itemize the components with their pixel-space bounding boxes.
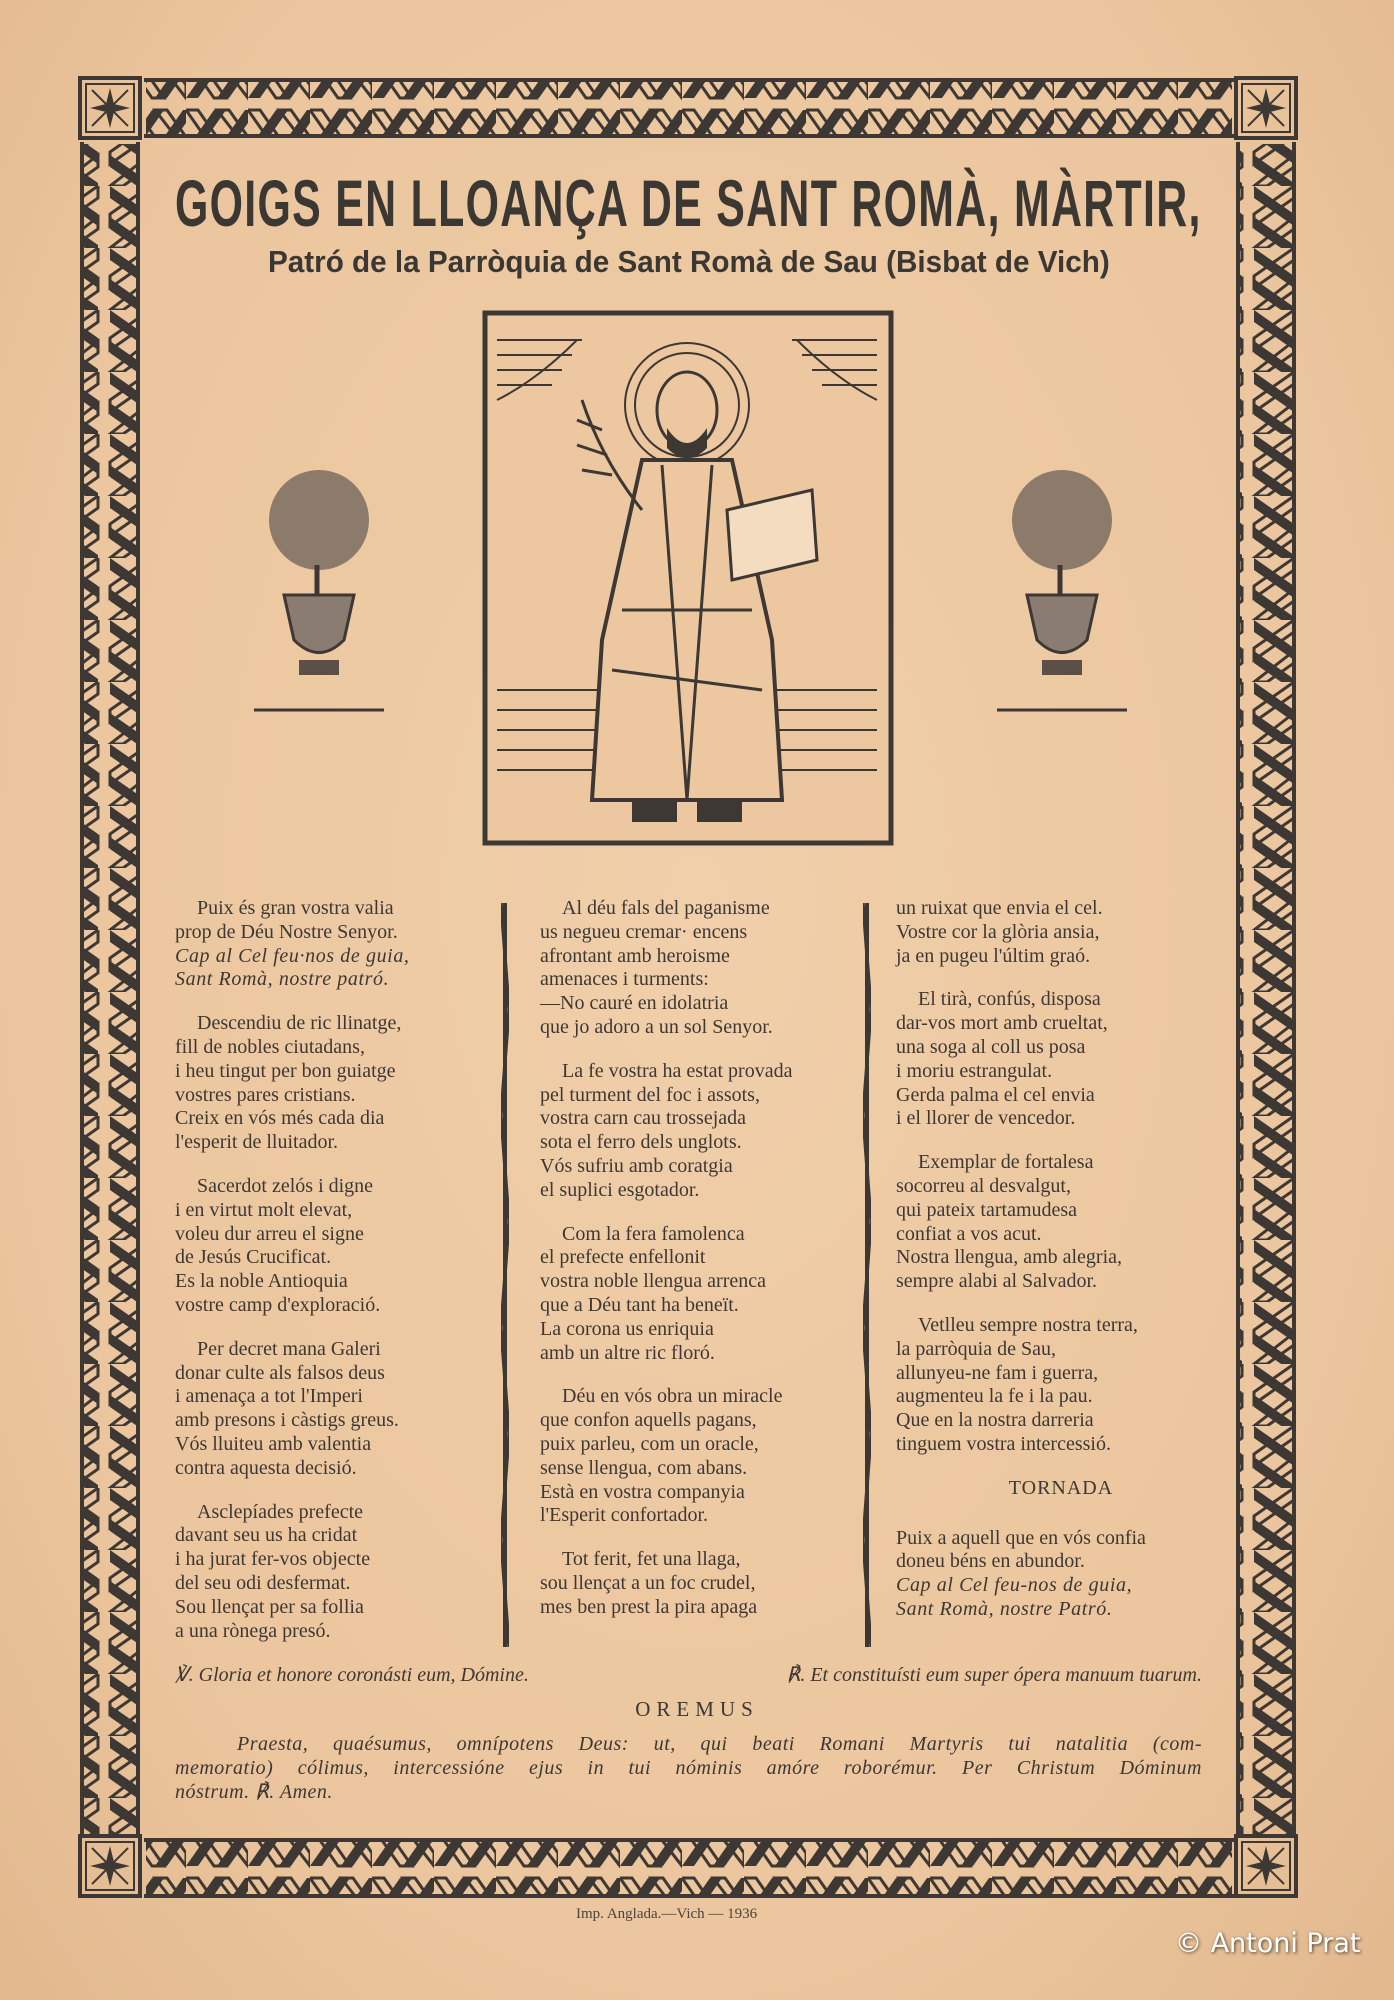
verse-line: vostres pares cristians. [175,1083,356,1106]
verse-line: que jo adoro a un sol Senyor. [540,1015,773,1038]
verse-column-2 [540,897,870,1640]
verse-line: puix parleu, com un oracle, [540,1432,759,1455]
column-divider [501,903,509,1647]
stanza [175,1175,505,1318]
prayer-line: Praesta, quaésumus, omnípotens Deus: ut, qui beati Romani Martyris tui natalitia (com- [237,1733,1202,1755]
verse-line: i amenaça a tot l'Imperi [175,1385,363,1408]
verse-line: Sou llençat per sa follia [175,1595,364,1618]
verse-line: prop de Déu Nostre Senyor. [175,920,398,943]
verse-line: Al déu fals del paganisme [562,897,770,919]
verse-line: dar-vos mort amb crueltat, [896,1012,1108,1035]
verse-line: us negueu cremar· encens [540,920,748,943]
page-subtitle: Patró de la Parròquia de Sant Romà de Sau (Bisbat de Vich) [268,244,1110,279]
stanza [175,1501,505,1644]
verse-line: Per decret mana Galeri [197,1337,381,1360]
verse-line: La corona us enriquia [540,1317,714,1340]
verse-line: a una rònega presó. [175,1619,331,1642]
verse-line: Creix en vós més cada dia [175,1107,385,1130]
stanza [896,1527,1226,1622]
verse-line: augmenteu la fe i la pau. [896,1385,1093,1408]
stanza [896,897,1226,968]
printer-imprint: Imp. Anglada.—Vich — 1936 [576,1906,758,1922]
stanza [896,988,1226,1131]
saint-roma-woodcut [482,310,894,846]
verse-line: l'esperit de lluitador. [175,1131,339,1154]
verse-line: doneu béns en abundor. [896,1550,1085,1573]
verse-line: la parròquia de Sau, [896,1337,1056,1360]
oremus-heading: OREMUS [635,1697,759,1721]
verse-line: socorreu al desvalgut, [896,1174,1071,1197]
verse-line: —No cauré en idolatria [540,992,729,1015]
verse-line: Exemplar de fortalesa [918,1151,1094,1174]
verse-line: donar culte als falsos deus [175,1361,385,1384]
verse-line: Està en vostra companyia [540,1480,745,1503]
verse-line: mes ben prest la pira apaga [540,1595,758,1618]
verse-line: Sacerdot zelós i digne [197,1174,374,1197]
flower-vase-right [992,465,1132,715]
verse-line: sou llençat a un foc crudel, [540,1571,756,1594]
section-heading: TORNADA [1008,1476,1114,1499]
verse-line: que a Déu tant ha beneït. [540,1293,739,1316]
verse-line: fill de nobles ciutadans, [175,1035,365,1058]
verse-line: vostre camp d'exploració. [175,1293,381,1316]
prayer-line: nóstrum. ℟. Amen. [175,1781,333,1803]
versicle: ℣. Gloria et honore coronásti eum, Dómine. [175,1664,529,1686]
verse-line: una soga al coll us posa [896,1035,1086,1058]
refrain-line: Cap al Cel feu·nos de guia, [175,944,410,967]
stanza [540,1385,870,1528]
verse-line: confiat a vos acut. [896,1222,1042,1245]
verse-line: allunyeu-ne fam i guerra, [896,1361,1099,1384]
prayer [175,1732,1202,1804]
verse-line: Nostra llengua, amb alegria, [896,1246,1123,1269]
verse-line: de Jesús Crucificat. [175,1246,332,1269]
stanza [540,897,870,1040]
stanza [540,1060,870,1203]
verse-line: El tirà, confús, disposa [918,988,1101,1011]
verse-line: amb presons i càstigs greus. [175,1409,399,1432]
column-divider [863,903,871,1647]
verse-line: La fe vostra ha estat provada [562,1059,793,1082]
verse-line: tinguem vostra intercessió. [896,1432,1111,1455]
verse-line: Puix a aquell que en vós confia [896,1526,1146,1549]
verse-line: i ha jurat fer-vos objecte [175,1548,371,1571]
verse-line: el suplici esgotador. [540,1178,700,1201]
verse-line: Vós sufriu amb coratgia [540,1154,733,1177]
verse-line: voleu dur arreu el signe [175,1222,364,1245]
copyright-watermark: © Antoni Prat [1175,1928,1361,1959]
verse-line: vostra noble llengua arrenca [540,1270,767,1293]
stanza [540,1223,870,1366]
verse-line: que confon aquells pagans, [540,1409,757,1432]
verse-line: Descendiu de ric llinatge, [197,1012,402,1035]
stanza [896,1151,1226,1294]
verse-line: qui pateix tartamudesa [896,1198,1078,1221]
verse-line: Déu en vós obra un miracle [562,1385,783,1408]
versicle-response [175,1662,1202,1687]
verse-line: amenaces i turments: [540,968,709,991]
stanza [540,1548,870,1619]
verse-column-1 [175,897,505,1663]
verse-line: Vetlleu sempre nostra terra, [918,1313,1138,1336]
stanza [175,1338,505,1481]
verse-line: ja en pugeu l'últim graó. [896,944,1091,967]
verse-line: sense llengua, com abans. [540,1456,748,1479]
refrain-line: Sant Romà, nostre Patró. [896,1597,1113,1620]
verse-line: un ruixat que envia el cel. [896,897,1103,919]
stanza [175,1012,505,1155]
verse-line: contra aquesta decisió. [175,1456,357,1479]
verse-line: i en virtut molt elevat, [175,1198,353,1221]
verse-line: Asclepíades prefecte [197,1500,364,1523]
verse-line: l'Esperit confortador. [540,1504,708,1527]
verse-line: i heu tingut per bon guiatge [175,1059,396,1082]
stanza [896,1314,1226,1457]
verse-line: Que en la nostra darreria [896,1409,1094,1432]
verse-line: davant seu us ha cridat [175,1524,358,1547]
verse-line: vostra carn cau trossejada [540,1107,747,1130]
verse-line: i el llorer de vencedor. [896,1107,1076,1130]
verse-line: Vós lluiteu amb valentia [175,1432,372,1455]
response: ℟. Et constituísti eum super ópera manuum tuarum. [786,1664,1202,1686]
refrain-line: Cap al Cel feu-nos de guia, [896,1574,1133,1597]
verse-column-3 [896,897,1226,1642]
verse-line: sempre alabi al Salvador. [896,1270,1098,1293]
verse-line: sota el ferro dels unglots. [540,1131,742,1154]
verse-line: i moriu estrangulat. [896,1059,1053,1082]
verse-line: Gerda palma el cel envia [896,1083,1095,1106]
verse-line: el prefecte enfellonit [540,1246,706,1269]
verse-line: Tot ferit, fet una llaga, [562,1548,741,1571]
verse-line: Es la noble Antioquia [175,1270,348,1293]
stanza [175,897,505,992]
verse-line: pel turment del foc i assots, [540,1083,760,1106]
flower-vase-left [249,465,389,715]
verse-line: amb un altre ric floró. [540,1341,715,1364]
verse-line: del seu odi desfermat. [175,1571,351,1594]
refrain-line: Sant Romà, nostre patró. [175,968,390,991]
page-title: GOIGS EN LLOANÇA DE SANT ROMÀ, MÀRTIR, [175,166,1202,240]
verse-line: Vostre cor la glòria ansia, [896,920,1100,943]
verse-line: Com la fera famolenca [562,1222,745,1245]
verse-line: afrontant amb heroisme [540,944,730,967]
verse-line: Puix és gran vostra valia [197,897,394,919]
prayer-line: memoratio) cólimus, intercessióne ejus in tui nóminis amóre roborémur. Per Christum Dóminum [175,1757,1202,1779]
